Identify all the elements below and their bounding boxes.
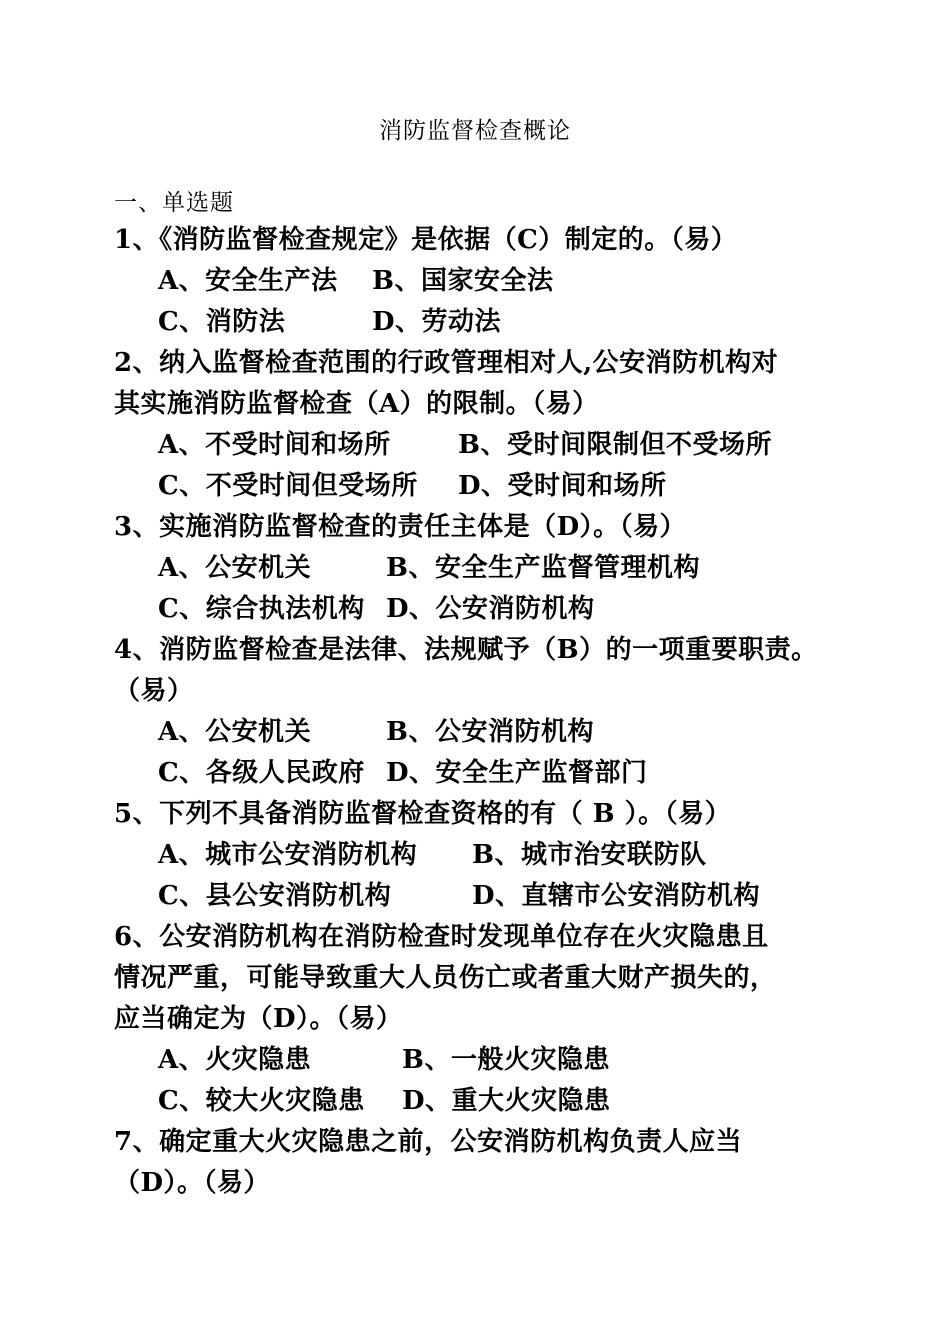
answer-option: C、较大火灾隐患 bbox=[158, 1086, 365, 1116]
answer-option: B、安全生产监督管理机构 bbox=[386, 553, 700, 583]
answer-option: A、火灾隐患 bbox=[158, 1045, 312, 1075]
option-row bbox=[114, 261, 874, 302]
answer-option: B、公安消防机构 bbox=[386, 717, 594, 747]
question-line: （易） bbox=[114, 676, 194, 706]
option-row bbox=[114, 302, 874, 343]
answer-option: C、县公安消防机构 bbox=[158, 881, 392, 911]
option-row bbox=[114, 712, 874, 753]
question-line: 3、实施消防监督检查的责任主体是（D）。（易） bbox=[114, 512, 687, 542]
answer-option: C、消防法 bbox=[158, 307, 286, 337]
option-row bbox=[114, 548, 874, 589]
section-heading: 一、单选题 bbox=[114, 190, 234, 216]
question-line: 1、《消防监督检查规定》是依据（C）制定的。（易） bbox=[114, 225, 738, 255]
answer-option: A、公安机关 bbox=[158, 553, 312, 583]
question-line: 7、确定重大火灾隐患之前，公安消防机构负责人应当 bbox=[114, 1127, 743, 1157]
question-line: 5、下列不具备消防监督检查资格的有（ B ）。（易） bbox=[114, 799, 732, 829]
answer-option: A、安全生产法 bbox=[158, 266, 338, 296]
answer-option: D、直辖市公安消防机构 bbox=[472, 881, 761, 911]
question-line: 6、公安消防机构在消防检查时发现单位存在火灾隐患且 bbox=[114, 922, 769, 952]
answer-option: C、各级人民政府 bbox=[158, 758, 365, 788]
question-line: 4、消防监督检查是法律、法规赋予（B）的一项重要职责。 bbox=[114, 635, 818, 665]
option-row bbox=[114, 589, 874, 630]
answer-option: D、受时间和场所 bbox=[458, 471, 667, 501]
answer-option: B、城市治安联防队 bbox=[472, 840, 707, 870]
option-row bbox=[114, 876, 874, 917]
option-row bbox=[114, 1081, 874, 1122]
question-line: （D）。（易） bbox=[114, 1168, 271, 1198]
answer-option: D、重大火灾隐患 bbox=[402, 1086, 611, 1116]
answer-option: C、综合执法机构 bbox=[158, 594, 365, 624]
answer-option: D、劳动法 bbox=[372, 307, 502, 337]
option-row bbox=[114, 425, 874, 466]
question-line: 情况严重，可能导致重大人员伤亡或者重大财产损失的， bbox=[114, 963, 777, 993]
answer-option: D、公安消防机构 bbox=[386, 594, 595, 624]
option-row bbox=[114, 753, 874, 794]
answer-option: B、一般火灾隐患 bbox=[402, 1045, 610, 1075]
answer-option: B、受时间限制但不受场所 bbox=[458, 430, 772, 460]
answer-option: A、公安机关 bbox=[158, 717, 312, 747]
question-line: 2、纳入监督检查范围的行政管理相对人,公安消防机构对 bbox=[114, 348, 779, 378]
document-title: 消防监督检查概论 bbox=[379, 118, 571, 144]
question-list bbox=[114, 220, 874, 1204]
answer-option: A、城市公安消防机构 bbox=[158, 840, 418, 870]
option-row bbox=[114, 835, 874, 876]
question-line: 其实施消防监督检查（A）的限制。（易） bbox=[114, 389, 599, 419]
answer-option: D、安全生产监督部门 bbox=[386, 758, 648, 788]
option-row bbox=[114, 466, 874, 507]
answer-option: C、不受时间但受场所 bbox=[158, 471, 418, 501]
answer-option: A、不受时间和场所 bbox=[158, 430, 391, 460]
option-row bbox=[114, 1040, 874, 1081]
question-line: 应当确定为（D）。（易） bbox=[114, 1004, 403, 1034]
answer-option: B、国家安全法 bbox=[372, 266, 554, 296]
